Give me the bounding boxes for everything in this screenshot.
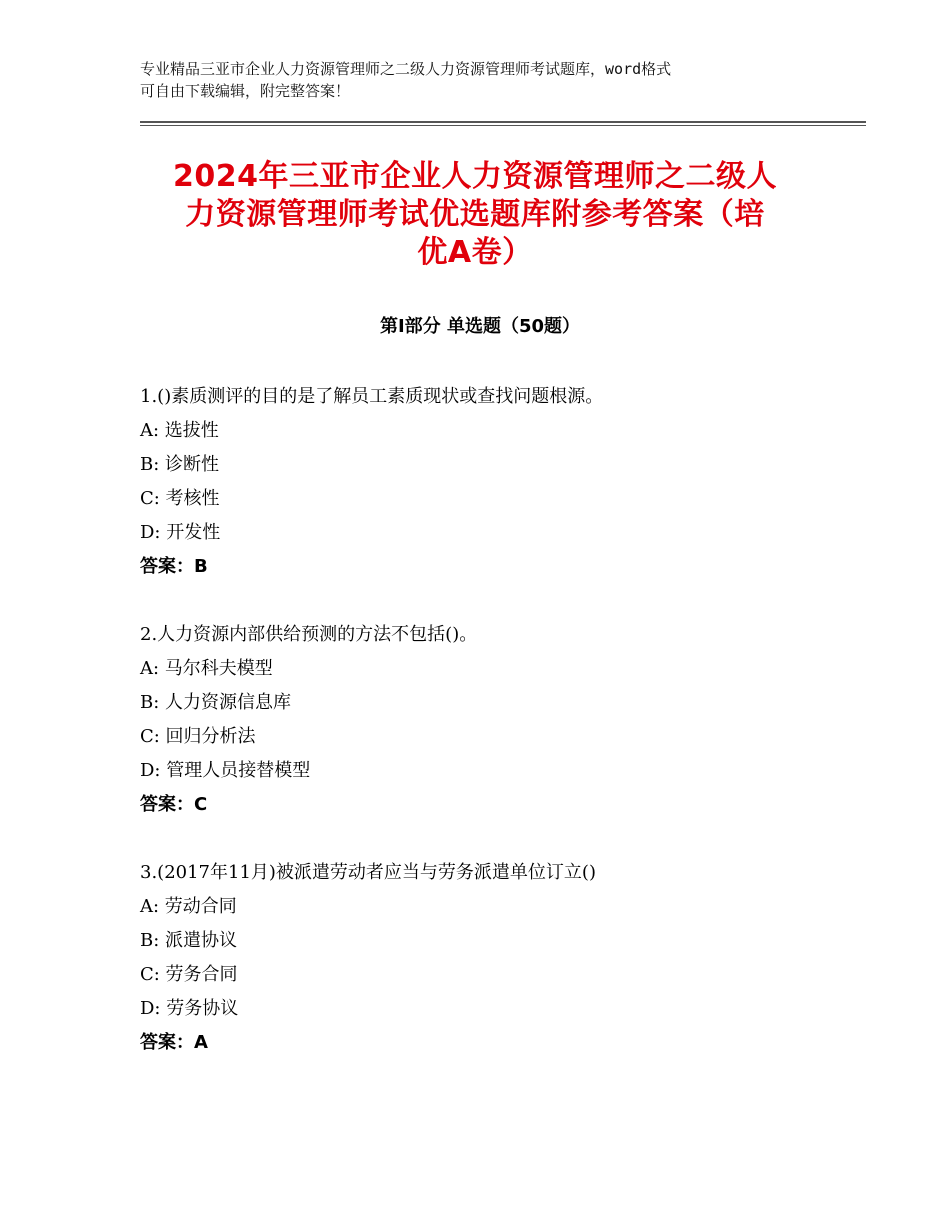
header-note <box>140 58 820 102</box>
question-2 <box>140 618 830 822</box>
header-divider-thin <box>140 125 866 126</box>
option-c: C: 考核性 <box>140 488 220 509</box>
option-a: A: 选拔性 <box>140 420 219 441</box>
section-title: 第Ⅰ部分 单选题（50题） <box>379 316 580 337</box>
document-title-line-1: 2024年三亚市企业人力资源管理师之二级人 <box>173 159 777 194</box>
question-stem: 1.()素质测评的目的是了解员工素质现状或查找问题根源。 <box>140 386 604 407</box>
option-b: B: 诊断性 <box>140 454 220 475</box>
answer-line: 答案：A <box>140 1032 208 1053</box>
option-d: D: 管理人员接替模型 <box>140 760 311 781</box>
header-note-line-1: 专业精品三亚市企业人力资源管理师之二级人力资源管理师考试题库，word格式 <box>140 60 672 78</box>
option-b: B: 人力资源信息库 <box>140 692 292 713</box>
question-1 <box>140 380 830 584</box>
option-d: D: 劳务协议 <box>140 998 239 1019</box>
document-title-line-2: 力资源管理师考试优选题库附参考答案（培 <box>185 197 765 232</box>
question-stem: 2.人力资源内部供给预测的方法不包括()。 <box>140 624 478 645</box>
question-3 <box>140 856 830 1060</box>
answer-line: 答案：B <box>140 556 208 577</box>
option-a: A: 马尔科夫模型 <box>140 658 273 679</box>
option-c: C: 劳务合同 <box>140 964 238 985</box>
answer-line: 答案：C <box>140 794 208 815</box>
document-title-line-3: 优A卷） <box>417 235 533 270</box>
option-a: A: 劳动合同 <box>140 896 237 917</box>
question-list <box>140 380 830 1094</box>
option-d: D: 开发性 <box>140 522 221 543</box>
question-stem: 3.(2017年11月)被派遣劳动者应当与劳务派遣单位订立() <box>140 862 596 883</box>
header-divider-thick <box>140 121 866 123</box>
option-b: B: 派遣协议 <box>140 930 238 951</box>
option-c: C: 回归分析法 <box>140 726 256 747</box>
document-title <box>130 158 820 272</box>
header-note-line-2: 可自由下载编辑，附完整答案！ <box>140 82 351 100</box>
